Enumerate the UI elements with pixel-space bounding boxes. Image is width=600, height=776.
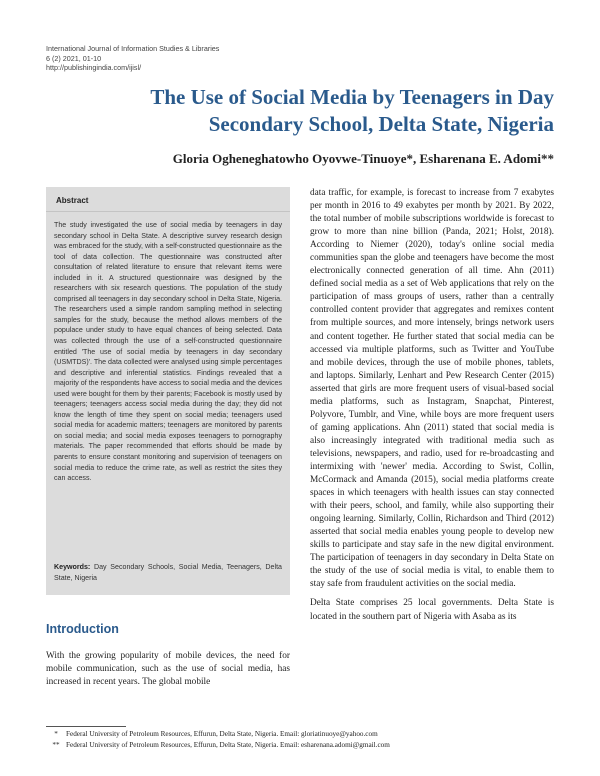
introduction-paragraph: With the growing popularity of mobile devices, the need for mobile communication, such as the use of social media, has increased in recent years. The global mobile bbox=[46, 651, 290, 688]
footnote-1 bbox=[46, 729, 390, 740]
footnote-mark: * bbox=[54, 730, 58, 738]
body-paragraph-1: data traffic, for example, is forecast to increase from 7 exabytes per month in 2016 to 49 exabytes per month by 2021. By 2022, the total number of mobile subscriptions worldwide is forecast to grow to more than nine billion (Panda, 2021; Holst, 2018). According to Niemer (2020), today's online social media communities span the globe and teenagers have become the most electronically connected generation of all time. Ahn (2011) defined social media as a set of Web applications that rely on the participation of mass groups of users, rather than a centrally controlled content provider that aggregates and remixes content from multiple sources, and more intensely, brings network users and content together. He further stated that social media can be accessed via multiple platforms, such as Twitter and YouTube and mobile devices, through the use of mobile phones, tablets, and laptops. Similarly, Lenhart and Pew Research Center (2015) asserted that girls are more frequent users of visual-based social media platforms, such as Instagram, Snapchat, Pinterest, Polyvore, Tumblr, and Vine, while boys are more frequent users of gaming applications. Ahn (2011) stated that social media is also increasingly integrated with traditional media such as televisions, newspapers, and radio, used for re-broadcasting and intermixing with 'newer' media. According to Swist, Collin, McCormack and Amanda (2015), social media platforms create spaces in which teenagers with health issues can stay connected with their peers, school, and family, while also supporting their ongoing learning. Similarly, Collin, Richardson and Third (2012) asserted that social media enables young people to develop new skills to participate and stay safe in the new digital environment. The participation of teenagers in day secondary in Delta State on the study of the use of social media is vital, to enable them to stay safe from fraudulent activities on the social media. bbox=[310, 188, 554, 590]
abstract-heading: Abstract bbox=[56, 196, 89, 205]
footnote-mark: ** bbox=[52, 741, 60, 749]
journal-header bbox=[46, 44, 219, 73]
paper-title bbox=[60, 84, 554, 138]
introduction-heading: Introduction bbox=[46, 622, 119, 636]
journal-url[interactable]: http://publishingindia.com/ijisl/ bbox=[46, 63, 142, 72]
footnote-text: Federal University of Petroleum Resources, Effurun, Delta State, Nigeria. Email: esharenana.adomi@gmail.com bbox=[66, 741, 390, 749]
abstract-box bbox=[46, 187, 290, 595]
abstract-text: The study investigated the use of social media by teenagers in day secondary school in Delta State. A descriptive survey research design was embraced for the study, with a self-constructed questionnaire as the tool of data collection. The questionnaire was constructed after consultation of related literature to ensure that relevant items were included in it. A structured questionnaire was designed by the researchers with six research questions. The population of the study comprised all teenagers in day secondary school in Delta State, Nigeria. The researchers used a simple random sampling method in selecting samples for the study, because the method allows members of the populace under study to have equal chances of being selected. Data was collected through the use of a self-constructed questionnaire entitled 'The use of social media by teenagers in day secondary (USMTDS)'. The data collected were analysed using simple percentages and descriptive and inferential statistics. Findings revealed that a majority of the respondents have access to social media and the devices used were bought for them by their parents; Facebook is mostly used by teenagers; teenagers access social media during the day; they did not know the length of time they spent on social media; teenagers used social media for academic matters; teenagers are monitored by parents on social media; and social media exposes teenagers to pornography materials. The paper recommended that efforts should be made by parents to ensure constant monitoring and supervision of teenagers on social media to reduce the crime rate, as well as restrict the sites they can access. bbox=[54, 221, 282, 483]
right-column bbox=[310, 187, 554, 630]
title-line-2: Secondary School, Delta State, Nigeria bbox=[208, 112, 554, 136]
footnotes bbox=[46, 729, 390, 751]
body-paragraph-2: Delta State comprises 25 local governments. Delta State is located in the southern part of Nigeria with Asaba as its bbox=[310, 598, 554, 622]
journal-name: International Journal of Information Studies & Libraries bbox=[46, 44, 220, 53]
footnote-2 bbox=[46, 740, 390, 751]
keywords-label: Keywords: bbox=[54, 563, 91, 571]
journal-issue: 6 (2) 2021, 01-10 bbox=[46, 53, 102, 63]
title-line-1: The Use of Social Media by Teenagers in Day bbox=[150, 85, 554, 109]
keywords-text: Day Secondary Schools, Social Media, Teenagers, Delta State, Nigeria bbox=[54, 563, 282, 582]
footnote-text: Federal University of Petroleum Resources, Effurun, Delta State, Nigeria. Email: gloriatinuoye@yahoo.com bbox=[66, 730, 378, 738]
abstract-divider bbox=[46, 211, 290, 212]
footnote-divider bbox=[46, 726, 126, 727]
paper-authors: Gloria Ogheneghatowho Oyovwe-Tinuoye*, Esharenana E. Adomi** bbox=[172, 151, 554, 166]
keywords bbox=[54, 562, 282, 583]
